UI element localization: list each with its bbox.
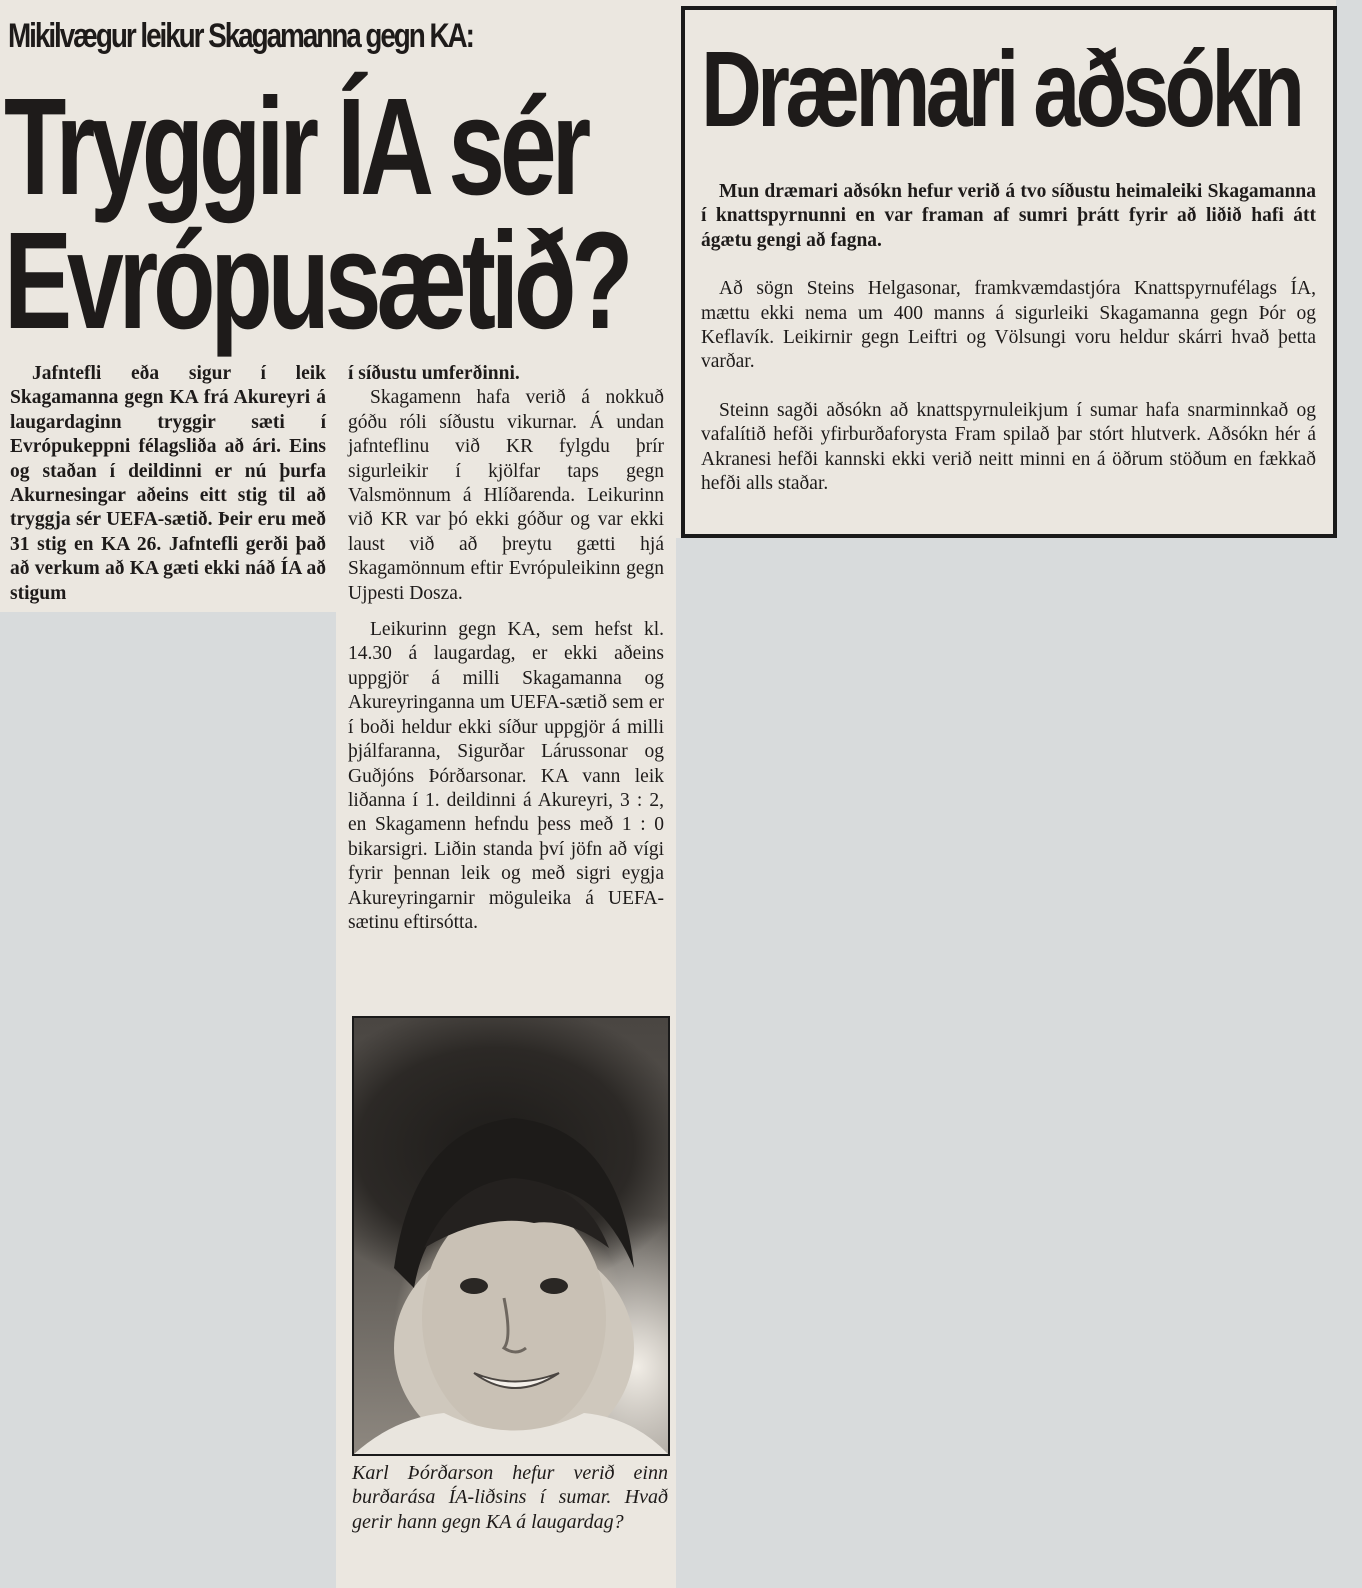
sidebar-box [681, 6, 1337, 538]
sidebar-paragraph-2: Steinn sagði aðsókn að knattspyrnuleikjum í sumar hafa snarminnkað og vafalítið hefði yfirburðaforysta Fram spilað þar stórt hlutverk. Aðsókn hér á Akranesi hefði kannski ekki verið neitt minni en á öðrum stöðum en fækkað hefði alls staðar. [701, 399, 1316, 495]
portrait-illustration [354, 1018, 668, 1454]
headline-line-1: Tryggir ÍA sér [4, 70, 587, 224]
headline-line-2: Evrópusætið? [4, 204, 629, 358]
sidebar-paragraph-1: Að sögn Steins Helgasonar, framkvæmdastjóra Knattspyrnufélags ÍA, mættu ekki nema um 400 manns á sigurleiki Skagamanna gegn Þór og Keflavík. Leikirnir gegn Leiftri og Völsungi voru heldur skárri hvað þetta varðar. [701, 278, 1316, 373]
player-photo [352, 1016, 670, 1456]
article-headline [4, 70, 629, 358]
sidebar-headline: Dræmari aðsókn [701, 28, 1301, 149]
body-paragraph-2: Leikurinn gegn KA, sem hefst kl. 14.30 á laugardag, er ekki aðeins uppgjör á milli Skagamanna og Akureyringanna um UEFA-sætið sem er í boði heldur ekki síður uppgjör á milli þjálfaranna, Sigurðar Lárussonar og Guðjóns Þórðarsonar. KA vann leik liðanna í 1. deildinni á Akureyri, 3 : 2, en Skagamenn hefndu þess með 1 : 0 bikarsigri. Liðin standa því jöfn að vígi fyrir þennan leik og með sigri eygja Akureyringarnir möguleika á UEFA-sætinu eftirsótta. [348, 619, 664, 933]
lead-paragraph: Jafntefli eða sigur í leik Skagamanna gegn KA frá Akureyri á laugardaginn tryggir sæti í Evrópukeppni félagsliða að ári. Eins og staðan í deildinni er nú þurfa Akurnesingar aðeins eitt stig til að tryggja sér UEFA-sætið. Þeir eru með 31 stig en KA 26. Jafntefli gerði það að verkum að KA gæti ekki náð ÍA að stigum [10, 363, 326, 604]
article-kicker: Mikilvægur leikur Skagamanna gegn KA: [8, 17, 473, 55]
body-column [348, 362, 664, 935]
photo-caption: Karl Þórðarson hefur verið einn burðarása ÍA-liðsins í sumar. Hvað gerir hann gegn KA á laugardag? [352, 1462, 668, 1533]
sidebar-lead: Mun dræmari aðsókn hefur verið á tvo síðustu heimaleiki Skagamanna í knattspyrnunni en var framan af sumri þrátt fyrir að liðið hafi átt ágætu gengi að fagna. [701, 181, 1316, 251]
sidebar-text [701, 180, 1316, 520]
body-paragraph-1: Skagamenn hafa verið á nokkuð góðu róli síðustu vikurnar. Á undan jafnteflinu við KR fylgdu þrír sigurleikir í kjölfar taps gegn Valsmönnum á Hlíðarenda. Leikurinn við KR var þó ekki góður og var ekki laust við að þreytu gætti hjá Skagamönnum eftir Evrópuleikinn gegn Ujpesti Dosza. [348, 387, 664, 604]
lead-paragraph-end: í síðustu umferðinni. [348, 363, 520, 384]
lead-column [10, 362, 326, 606]
